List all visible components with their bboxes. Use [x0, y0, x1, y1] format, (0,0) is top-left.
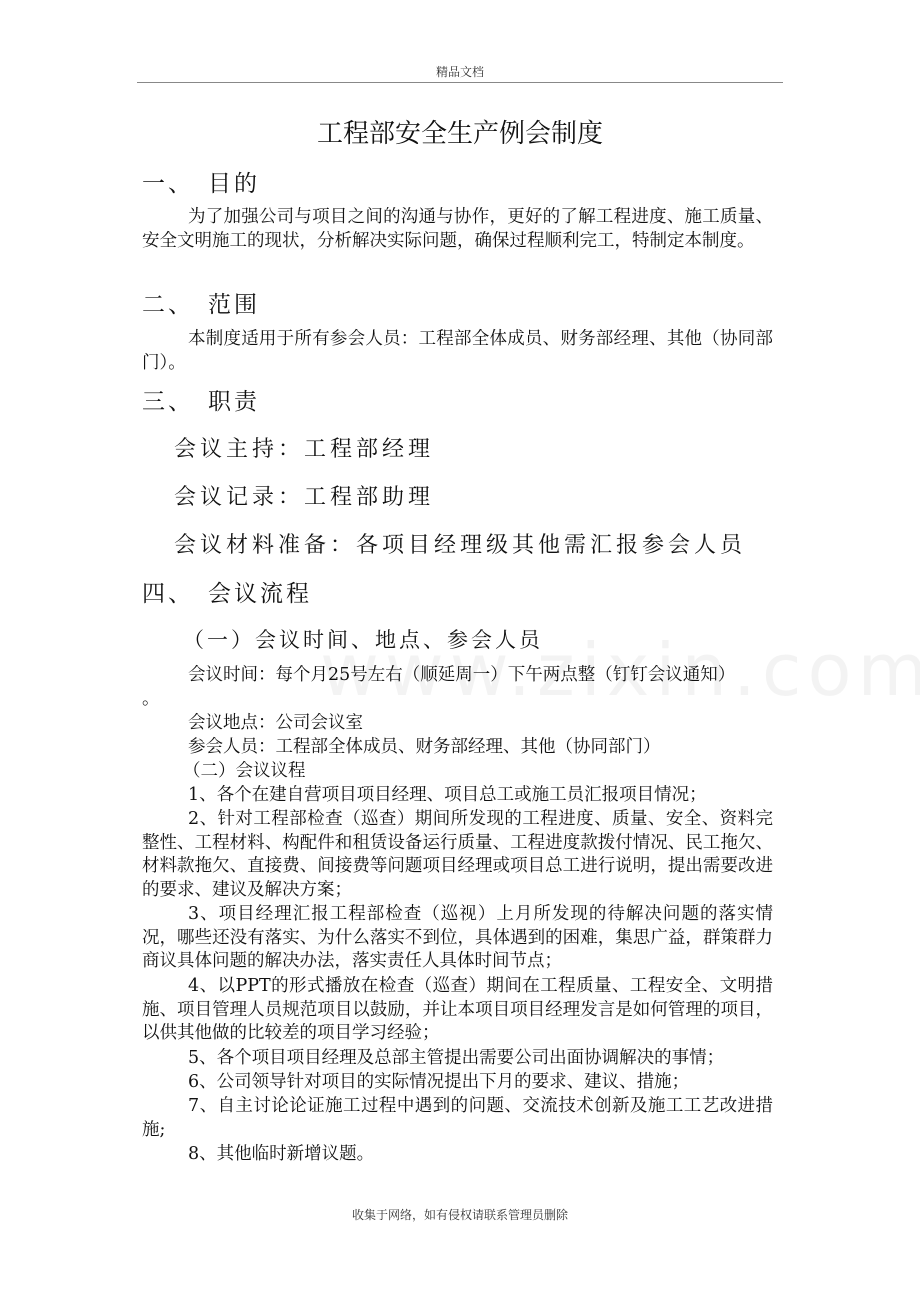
section-number: 四、: [142, 581, 194, 607]
header-text: 精品文档: [435, 65, 484, 79]
section-title: 范围: [208, 292, 260, 318]
subsection-title-agenda: （二）会议议程: [183, 761, 306, 781]
page-footer: [137, 1205, 783, 1225]
agenda-item: 6、公司领导针对项目的实际情况提出下月的要求、建议、措施；: [188, 1072, 690, 1092]
footer-text: 收集于网络，如有侵权请联系管理员删除: [351, 1208, 568, 1222]
meeting-attendees: 参会人员：工程部全体成员、财务部经理、其他（协同部门）: [188, 737, 661, 757]
agenda-item: 4、以PPT的形式播放在检查（巡查）期间在工程质量、工程安全、文明措施、项目管理人员规范项目以鼓励，并让本项目项目经理发言是如何管理的项目，以供其他做的比较差的项目学习经验；: [142, 976, 773, 1043]
document-title: 工程部安全生产例会制度: [316, 119, 603, 149]
purpose-paragraph: 为了加强公司与项目之间的沟通与协作，更好的了解工程进度、施工质量、安全文明施工的现状，分析解决实际问题，确保过程顺利完工，特制定本制度。: [142, 207, 773, 251]
section-number: 二、: [142, 292, 194, 318]
section-heading-process: [142, 579, 312, 609]
duty-recorder: 会议记录：工程部助理: [174, 485, 435, 510]
meeting-time: 会议时间：每个月25号左右（顺延周一）下午两点整（钉钉会议通知）: [188, 665, 736, 685]
section-number: 一、: [142, 171, 194, 197]
section-heading-purpose: [142, 169, 260, 199]
meeting-time-tail: 。: [142, 689, 160, 709]
meeting-place: 会议地点：公司会议室: [188, 713, 363, 733]
section-title: 职责: [208, 389, 260, 415]
duty-materials: 会议材料准备：各项目经理级其他需汇报参会人员: [174, 533, 747, 558]
agenda-item: 1、各个在建自营项目项目经理、项目总工或施工员汇报项目情况；: [188, 785, 707, 805]
agenda-item: 2、针对工程部检查（巡查）期间所发现的工程进度、质量、安全、资料完整性、工程材料、构配件和租赁设备运行质量、工程进度款拨付情况、民工拖欠、材料款拖欠、直接费、间接费等问题项目经理或项目总工进行说明，提出需要改进的要求、建议及解决方案；: [142, 809, 773, 900]
section-title: 会议流程: [208, 581, 312, 607]
agenda-item: 8、其他临时新增议题。: [188, 1144, 375, 1164]
section-title: 目的: [208, 171, 260, 197]
agenda-item: 3、项目经理汇报工程部检查（巡视）上月所发现的待解决问题的落实情况，哪些还没有落实、为什么落实不到位，具体遇到的困难，集思广益，群策群力商议具体问题的解决办法，落实责任人具体时间节点；: [142, 904, 773, 971]
section-heading-duties: [142, 387, 260, 417]
agenda-item: 5、各个项目项目经理及总部主管提出需要公司出面协调解决的事情；: [188, 1048, 725, 1068]
subsection-title-time-place: （一）会议时间、地点、参会人员: [183, 628, 543, 652]
scope-paragraph: 本制度适用于所有参会人员：工程部全体成员、财务部经理、其他（协同部门）。: [142, 329, 773, 373]
section-heading-scope: [142, 290, 260, 320]
section-number: 三、: [142, 389, 194, 415]
agenda-item: 7、自主讨论论证施工过程中遇到的问题、交流技术创新及施工工艺改进措施;: [142, 1096, 773, 1140]
page-header: [137, 62, 783, 83]
duty-host: 会议主持：工程部经理: [174, 437, 435, 462]
